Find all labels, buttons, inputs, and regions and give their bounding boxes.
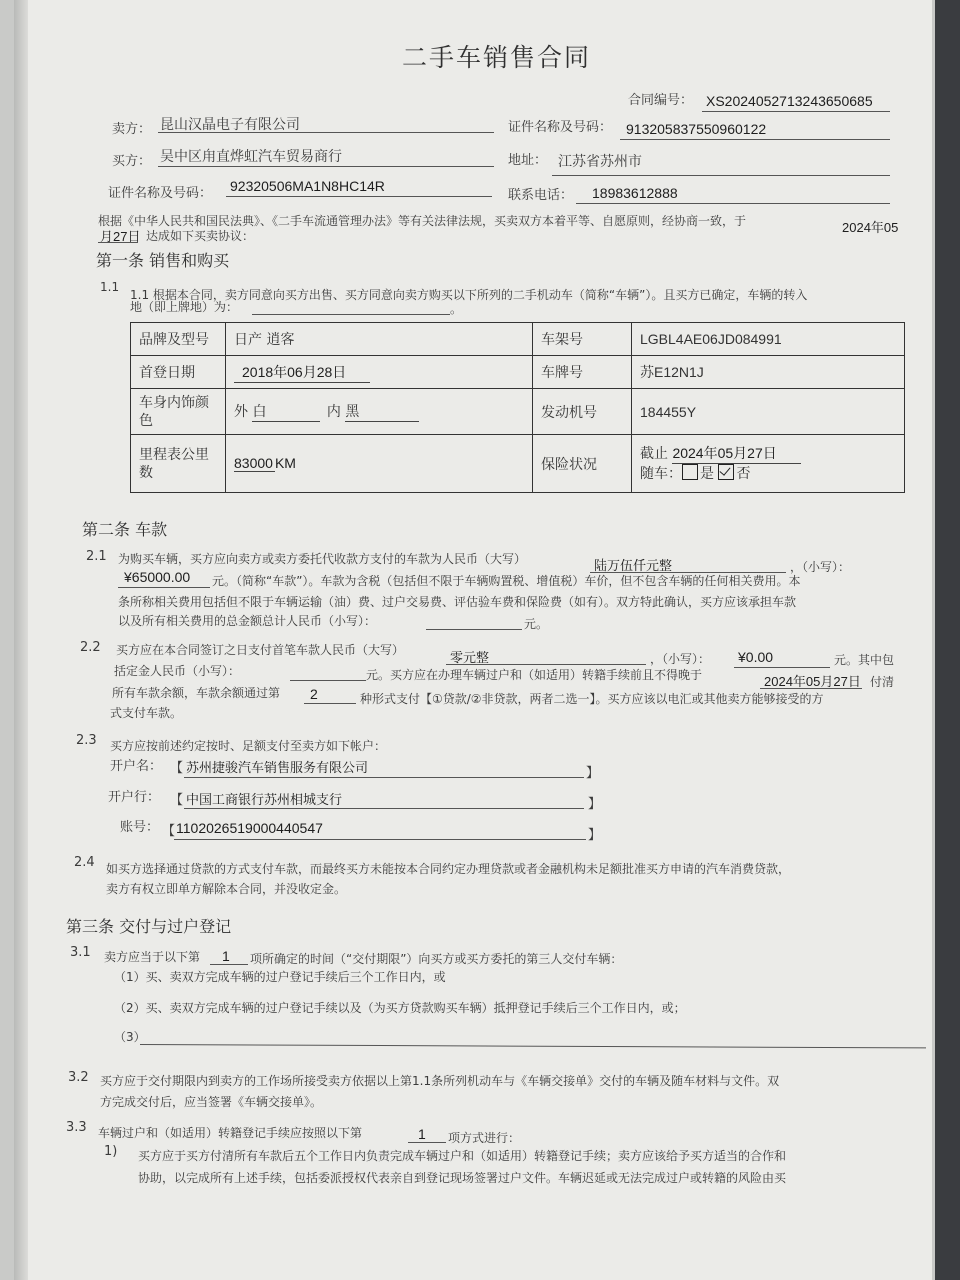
bracket-open-2: 【	[170, 793, 184, 808]
engine-value: 184455Y	[632, 389, 905, 435]
section-2-title: 第二条 车款	[82, 520, 168, 539]
mileage-value: 83000	[234, 455, 273, 471]
clause-3-3-a: 车辆过户和（如适用）转籍登记手续应按照以下第	[98, 1126, 363, 1140]
clause-2-2-h: 种形式支付【①贷款/②非贷款，两者二选一】。买方应该以电汇或其他卖方能够接受的方	[360, 692, 824, 706]
clause-2-1-e: 以及所有相关费用的总金额总计人民币（小写）：	[118, 614, 377, 628]
color-cell	[226, 389, 533, 435]
account-no: 1102026519000440547	[176, 820, 323, 836]
account-name: 苏州捷骏汽车销售服务有限公司	[186, 761, 369, 776]
section-3-title: 第三条 交付与过户登记	[66, 917, 232, 936]
reg-date-cell	[226, 356, 533, 389]
clause-2-1-d: 条所称相关费用包括但不限于车辆运输（油）费、过户交易费、评估验车费和保险费（如有）。双方特此确认，买方应该承担车款	[118, 595, 797, 609]
insurance-cell	[632, 435, 905, 493]
clause-2-2-g: 所有车款余额，车款余额通过第	[112, 686, 281, 700]
insurance-until-label: 截止	[640, 446, 668, 462]
table-row	[131, 435, 905, 493]
insurance-follow-row	[640, 464, 896, 484]
vin-value: LGBL4AE06JD084991	[632, 323, 905, 356]
clause-2-1-b: ，（小写）：	[790, 560, 851, 574]
engine-label: 发动机号	[533, 389, 632, 435]
bank-label: 开户行：	[108, 790, 161, 805]
no-checkbox-checked[interactable]	[718, 464, 734, 480]
clause-2-4-a: 如买方选择通过贷款的方式支付车款，而最终买方未能按本合同约定办理贷款或者金融机构未足额批准买方申请的汽车消费贷款，	[106, 862, 791, 876]
contract-page	[14, 0, 932, 1280]
mileage-label: 里程表公里数	[131, 435, 226, 493]
table-row	[131, 356, 905, 389]
insurance-until-row	[640, 443, 896, 464]
seller-id-label: 证件名称及号码：	[508, 120, 613, 135]
yes-checkbox[interactable]	[682, 464, 698, 480]
buyer-id-value: 92320506MA1N8HC14R	[230, 178, 385, 194]
buyer-name: 吴中区甪直烨虹汽车贸易商行	[160, 149, 342, 165]
insurance-label: 保险状况	[533, 435, 632, 493]
clause-2-2-f: 付清	[870, 675, 895, 689]
brand-label: 品牌及型号	[131, 323, 226, 356]
clause-2-2-a: 买方应在本合同签订之日支付首笔车款人民币（大写）	[116, 643, 405, 657]
buyer-phone-label: 联系电话：	[508, 188, 574, 203]
clause-2-1-f: 元。	[524, 617, 549, 631]
clause-3-2-a: 买方应于交付期限内到卖方的工作场所接受卖方依据以上第1.1条所列机动车与《车辆交接单》交付的车辆及随车材料与文件。双	[100, 1074, 780, 1088]
clause-2-4-number: 2.4	[74, 855, 95, 870]
transfer-option-1-number: 1)	[104, 1144, 118, 1159]
clause-2-2-e: 元。买方应在办理车辆过户和（如适用）转籍手续前且不得晚于	[366, 668, 703, 682]
clause-2-3-number: 2.3	[76, 733, 97, 748]
clause-1-1-line2: 地（即上牌地）为：	[130, 300, 239, 314]
plate-value: 苏E12N1J	[632, 356, 905, 389]
bank-name: 中国工商银行苏州相城支行	[186, 793, 343, 808]
account-no-label: 账号：	[120, 820, 160, 835]
transfer-item: 1	[418, 1126, 426, 1142]
page-edge-shadow	[14, 0, 28, 1280]
transfer-option-1-b: 协助，以完成所有上述手续，包括委派授权代表亲自到登记现场签署过户文件。车辆迟延或无法完成过户或转籍的风险由买	[138, 1171, 787, 1185]
preamble-date-year: 2024年05	[842, 220, 899, 235]
bracket-close-2: 】	[588, 797, 602, 812]
vehicle-table	[130, 322, 905, 493]
clause-2-2-c: 元。其中包	[834, 653, 895, 667]
buyer-phone: 18983612888	[592, 185, 678, 201]
delivery-item: 1	[222, 948, 230, 964]
clause-2-2-number: 2.2	[80, 640, 101, 655]
inner-color-label: 内	[326, 404, 341, 420]
delivery-option-2: （2）买、卖双方完成车辆的过户登记手续以及（为买方贷款购买车辆）抵押登记手续后三个工作日内，或；	[114, 1001, 686, 1015]
clause-2-4-b: 卖方有权立即单方解除本合同，并没收定金。	[106, 882, 347, 896]
buyer-address-label: 地址：	[508, 153, 548, 168]
mileage-cell	[226, 435, 533, 493]
first-payment-lower: ¥0.00	[738, 649, 774, 665]
section-1-title: 第一条 销售和购买	[96, 251, 230, 270]
clause-3-1-b: 项所确定的时间（“交付期限”）向买方或买方委托的第三人交付车辆：	[250, 952, 623, 966]
payment-method: 2	[310, 686, 318, 702]
table-row	[131, 323, 905, 356]
table-row	[131, 389, 905, 435]
clause-2-1-c: 元。（简称“车款”）。车款为含税（包括但不限于车辆购置税、增值税）车价，但不包含车辆的任何相关费用。本	[212, 574, 801, 588]
contract-no-label: 合同编号：	[628, 93, 694, 108]
reg-date-value: 2018年06月28日	[234, 362, 370, 383]
clause-3-1-number: 3.1	[70, 945, 91, 960]
insurance-until-value: 2024年05月27日	[672, 443, 800, 464]
transfer-option-1-a: 买方应于买方付清所有车款后五个工作日内负责完成车辆过户和（如适用）转籍登记手续；卖方应该给予买方适当的合作和	[138, 1149, 787, 1163]
page-title: 二手车销售合同	[402, 43, 592, 72]
clause-2-1-number: 2.1	[86, 549, 107, 564]
clause-2-2-d: 括定金人民币（小写）：	[114, 664, 241, 678]
preamble-date-day: 月27日	[100, 229, 141, 244]
outer-color-value: 白	[252, 401, 320, 422]
bracket-open-3: 【	[162, 824, 176, 839]
clause-2-2-b: ，（小写）：	[650, 652, 711, 666]
buyer-id-label: 证件名称及号码：	[108, 186, 213, 201]
mileage-unit: KM	[274, 455, 296, 471]
reg-date-label: 首登日期	[131, 356, 226, 389]
yes-label: 是	[700, 466, 714, 482]
clause-3-2-number: 3.2	[68, 1070, 89, 1085]
seller-id-value: 913205837550960122	[626, 121, 767, 137]
bracket-close-3: 】	[588, 828, 602, 843]
clause-3-1-a: 卖方应当于以下第	[104, 950, 201, 964]
no-label: 否	[736, 466, 751, 482]
clause-1-1-line1: 1.1 根据本合同，卖方同意向买方出售、买方同意向卖方购买以下所列的二手机动车（简称“车辆”）。且买方已确定，车辆的转入	[130, 288, 808, 302]
brand-value: 日产 逍客	[226, 323, 533, 356]
clause-3-3-number: 3.3	[66, 1120, 87, 1135]
clause-1-1-number: 1.1	[100, 280, 120, 294]
bracket-close-1: 】	[586, 766, 600, 781]
color-label: 车身内饰颜色	[131, 389, 226, 435]
account-name-label: 开户名：	[110, 759, 163, 774]
buyer-label: 买方：	[112, 154, 152, 169]
delivery-option-1: （1）买、卖双方完成车辆的过户登记手续后三个工作日内，或	[114, 970, 446, 984]
balance-due-date: 2024年05月27日	[764, 674, 861, 689]
plate-label: 车牌号	[533, 356, 632, 389]
price-upper: 陆万伍仟元整	[594, 559, 673, 574]
clause-3-3-b: 项方式进行：	[448, 1131, 521, 1145]
seller-name: 昆山汉晶电子有限公司	[160, 117, 300, 133]
contract-no-value: XS20240527132436506​85	[706, 93, 873, 109]
vin-label: 车架号	[533, 323, 632, 356]
buyer-address: 江苏省苏州市	[558, 154, 642, 170]
inner-color-value: 黑	[345, 401, 419, 422]
insurance-follow-label: 随车：	[640, 466, 682, 482]
preamble-line1: 根据《中华人民共和国民法典》、《二手车流通管理办法》等有关法律法规，买卖双方本着平等、自愿原则，经协商一致，于	[98, 214, 747, 228]
preamble-line2: 达成如下买卖协议：	[146, 229, 255, 243]
clause-1-1-end: 。	[450, 302, 463, 316]
clause-3-2-b: 方完成交付后，应当签署《车辆交接单》。	[100, 1095, 323, 1109]
outer-color-label: 外	[234, 404, 248, 420]
seller-label: 卖方：	[112, 122, 152, 137]
clause-2-1-a: 为购买车辆，买方应向卖方或卖方委托代收款方支付的车款为人民币（大写）	[118, 552, 527, 566]
bracket-open-1: 【	[170, 761, 184, 776]
clause-2-3-a: 买方应按前述约定按时、足额支付至卖方如下帐户：	[110, 739, 387, 753]
delivery-option-3: （3）	[114, 1030, 146, 1044]
clause-2-2-i: 式支付车款。	[110, 706, 183, 720]
first-payment-upper: 零元整	[450, 651, 490, 666]
price-lower: ¥65000.00	[124, 569, 191, 585]
